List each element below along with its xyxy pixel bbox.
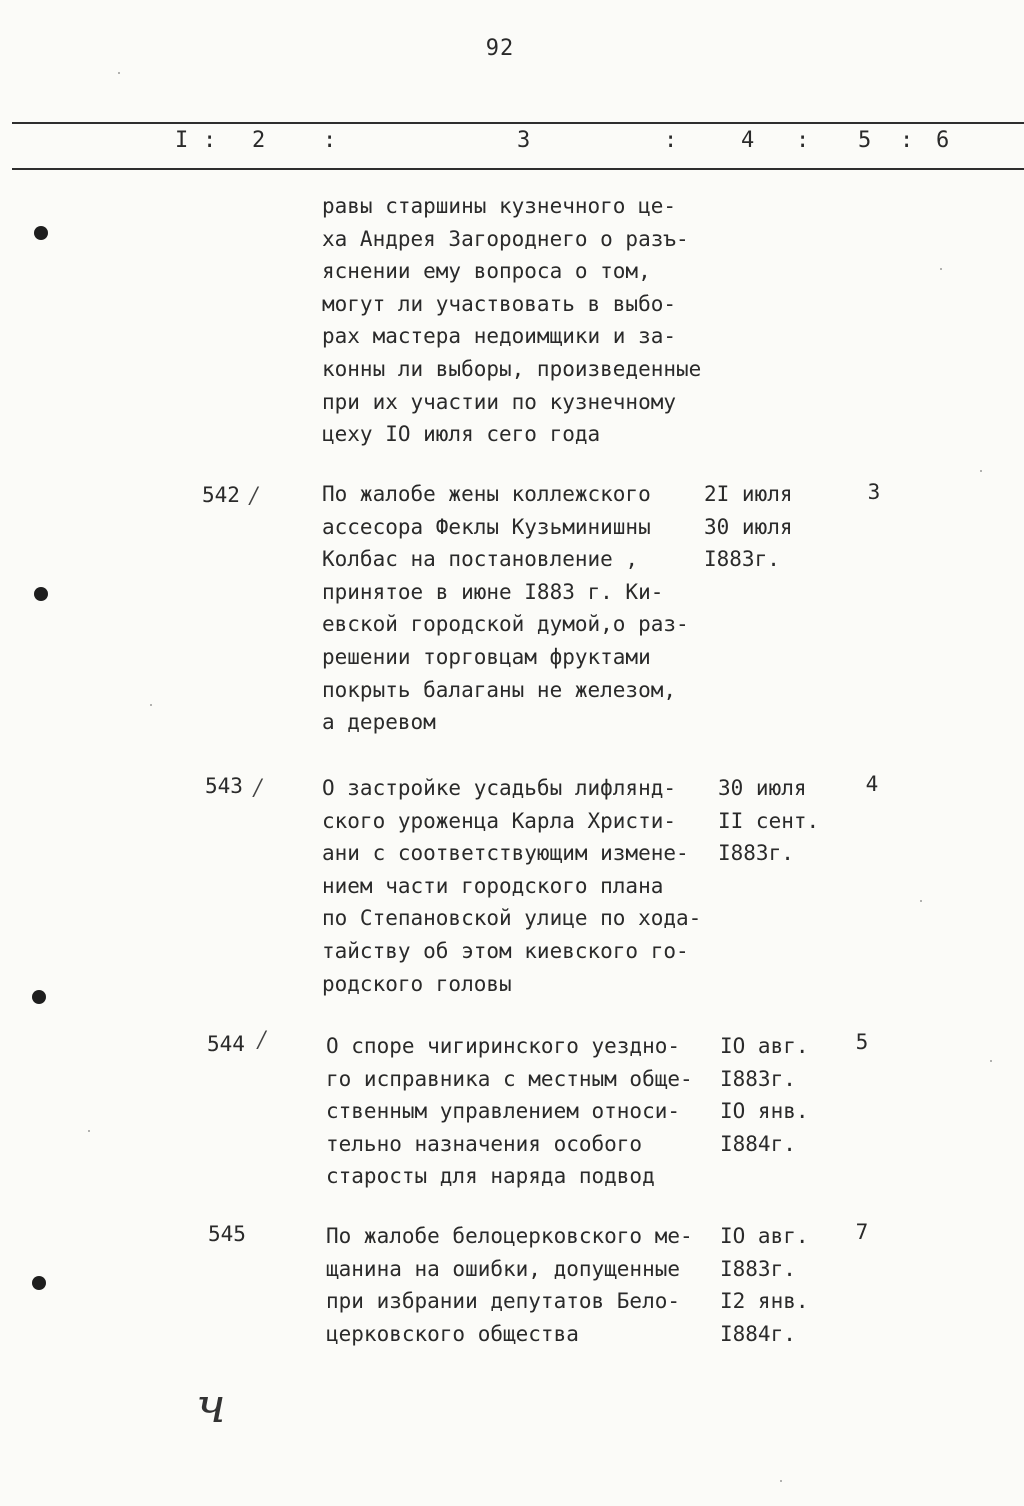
table-header-rule — [12, 168, 1024, 170]
date-line: IO авг. — [720, 1224, 809, 1248]
date-line: IO янв. — [720, 1099, 809, 1124]
text-line: По жалобе белоцерковского ме- — [326, 1224, 693, 1248]
text-line: ского уроженца Карла Христи- — [322, 808, 677, 833]
column-separator: : — [900, 128, 914, 153]
entry-number: 543 — [205, 774, 243, 798]
date-line: II сент. — [718, 808, 820, 833]
text-line: тайству об этом киевского го- — [322, 938, 689, 963]
scan-speck — [118, 72, 120, 74]
page-number: 92 — [485, 36, 515, 61]
text-line: родского головы — [322, 971, 512, 996]
check-mark-icon: / — [258, 1028, 266, 1053]
scan-speck — [150, 704, 152, 706]
text-line: по Степановской улице по хода- — [322, 906, 702, 931]
column-2-label: 2 — [252, 128, 266, 153]
date-line: I883г. — [704, 547, 780, 572]
text-line: цеху IO июля сего года — [322, 422, 601, 447]
scan-speck — [920, 900, 922, 902]
punch-hole-mark — [32, 1276, 46, 1290]
entry-description — [322, 478, 722, 739]
entry-description — [322, 772, 722, 1000]
text-line: при избрании депутатов Бело- — [326, 1289, 681, 1314]
entry-description — [326, 1030, 726, 1193]
punch-hole-mark — [32, 990, 46, 1004]
text-line: Колбас на постановление , — [322, 547, 639, 572]
text-line: решении торговцам фруктами — [322, 644, 651, 669]
text-line: покрыть балаганы не железом, — [322, 677, 677, 702]
scan-speck — [780, 1480, 782, 1482]
text-line: ха Андрея Загороднего о разъ- — [322, 226, 689, 251]
text-line: яснении ему вопроса о том, — [322, 259, 651, 284]
table-top-rule — [12, 122, 1024, 124]
sheet-count: 5 — [855, 1030, 869, 1054]
check-mark-icon: / — [254, 776, 262, 801]
column-separator: : — [664, 128, 678, 153]
text-line: О споре чигиринского уездно- — [326, 1034, 681, 1058]
punch-hole-mark — [34, 226, 48, 240]
check-mark-icon: / — [250, 484, 258, 509]
date-line: I884г. — [720, 1321, 796, 1346]
text-line: рах мастера недоимщики и за- — [322, 324, 677, 349]
column-5-label: 5 — [858, 128, 872, 153]
date-line: I883г. — [718, 841, 794, 866]
text-line: тельно назначения особого — [326, 1131, 643, 1156]
column-4-label: 4 — [741, 128, 755, 153]
text-line: а деревом — [322, 710, 436, 735]
text-line: церковского общества — [326, 1321, 579, 1346]
sheet-count: 7 — [855, 1220, 869, 1244]
column-separator: : — [203, 128, 217, 153]
entry-number: 544 — [207, 1032, 245, 1056]
entry-number: 545 — [208, 1222, 246, 1246]
column-header-row — [0, 128, 1024, 158]
scan-speck — [940, 268, 942, 270]
date-line: I883г. — [720, 1066, 796, 1091]
column-3-label: 3 — [517, 128, 531, 153]
text-line: при их участии по кузнечному — [322, 389, 677, 414]
text-line: принятое в июне I883 г. Ки- — [322, 579, 664, 604]
date-line: I884г. — [720, 1131, 796, 1156]
text-line: щанина на ошибки, допущенные — [326, 1256, 681, 1281]
scan-speck — [990, 1060, 992, 1062]
text-line: го исправника с местным обще- — [326, 1066, 693, 1091]
date-line: I883г. — [720, 1256, 796, 1281]
column-separator: : — [323, 128, 337, 153]
entry-dates — [718, 772, 858, 870]
text-line: старосты для наряда подвод — [326, 1164, 655, 1189]
date-line: 30 июля — [704, 514, 793, 539]
scan-speck — [88, 1130, 90, 1132]
date-line: 30 июля — [718, 776, 807, 800]
column-1-label: I — [175, 128, 189, 153]
date-line: I2 янв. — [720, 1289, 809, 1314]
text-line: ассесора Феклы Кузьминишны — [322, 514, 651, 539]
entry-description — [322, 190, 722, 451]
entry-dates — [704, 478, 844, 576]
entry-description — [326, 1220, 726, 1350]
text-line: ани с соответствующим измене- — [322, 841, 689, 866]
entry-dates — [720, 1030, 860, 1160]
punch-hole-mark — [34, 587, 48, 601]
column-6-label: 6 — [936, 128, 950, 153]
text-line: конны ли выборы, произведенные — [322, 356, 702, 381]
text-line: О застройке усадьбы лифлянд- — [322, 776, 677, 800]
date-line: 2I июля — [704, 482, 793, 506]
text-line: евской городской думой,о раз- — [322, 612, 689, 637]
text-line: равы старшины кузнечного це- — [322, 194, 677, 218]
sheet-count: 4 — [865, 772, 879, 796]
date-line: IO авг. — [720, 1034, 809, 1058]
text-line: ственным управлением относи- — [326, 1099, 681, 1124]
text-line: нием части городского плана — [322, 873, 664, 898]
handwritten-note: ч — [196, 1378, 226, 1434]
entry-number: 542 — [202, 483, 240, 507]
text-line: могут ли участвовать в выбо- — [322, 291, 677, 316]
column-separator: : — [796, 128, 810, 153]
scan-speck — [980, 470, 982, 472]
sheet-count: 3 — [867, 480, 881, 504]
text-line: По жалобе жены коллежского — [322, 482, 651, 506]
entry-dates — [720, 1220, 860, 1350]
